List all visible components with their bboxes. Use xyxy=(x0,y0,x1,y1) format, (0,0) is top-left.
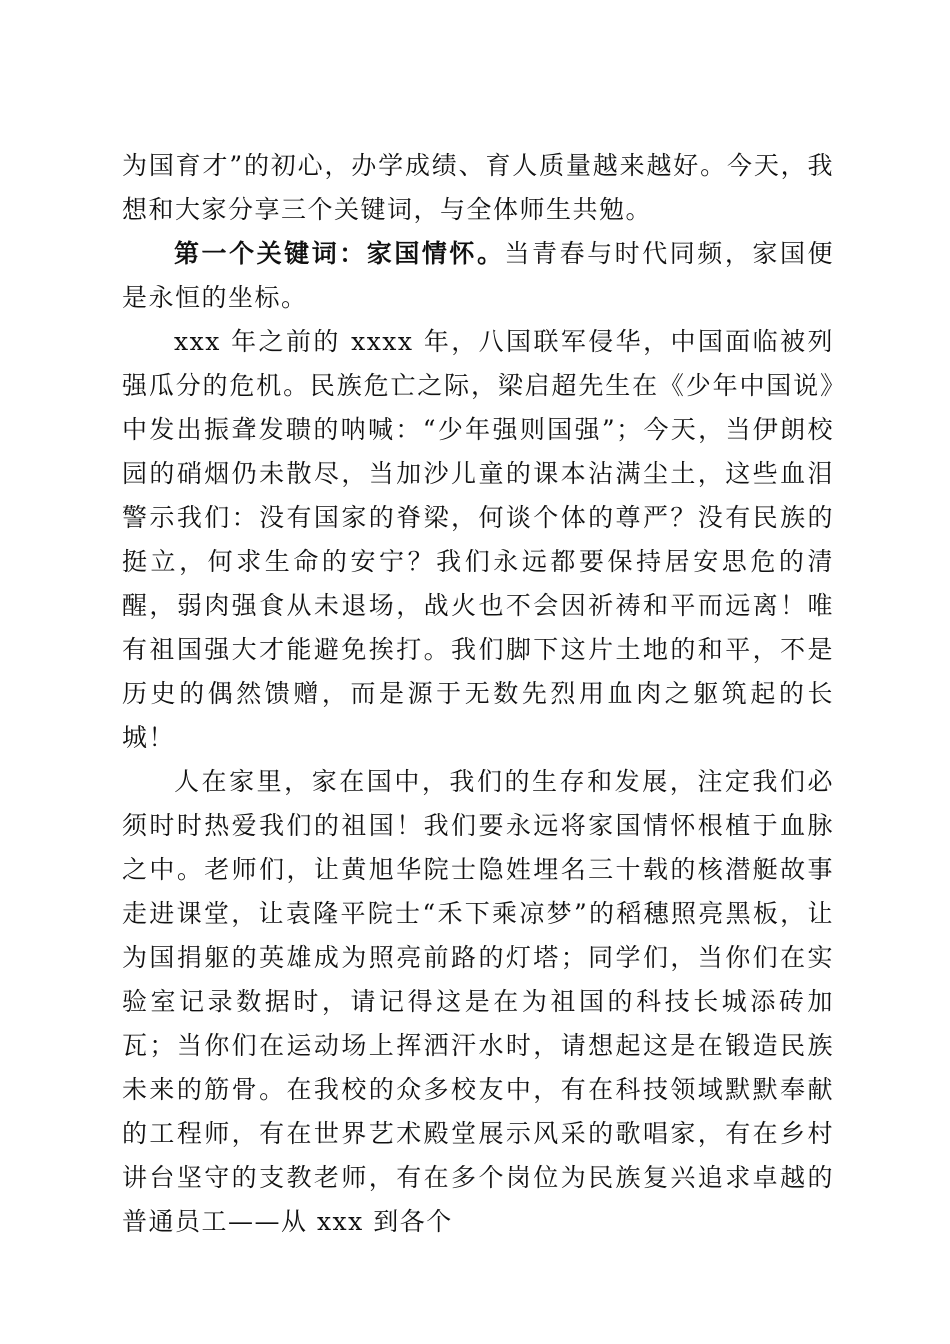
keyword-heading: 第一个关键词：家国情怀。 xyxy=(174,239,505,268)
keyword-description: 当青春与时代同频，家国便是永恒的坐标。 xyxy=(122,239,834,312)
paragraph-patriotism: 人在家里，家在国中，我们的生存和发展，注定我们必须时时热爱我们的祖国！我们要永远将家国情怀根植于血脉之中。老师们，让黄旭华院士隐姓埋名三十载的核潜艇故事走进课堂，让袁隆平院士“禾下乘凉梦”的稻穗照亮黑板，让为国捐躯的英雄成为照亮前路的灯塔；同学们，当你们在实验室记录数据时，请记得这是在为祖国的科技长城添砖加瓦；当你们在运动场上挥洒汗水时，请想起这是在锻造民族未来的筋骨。在我校的众多校友中，有在科技领域默默奉献的工程师，有在世界艺术殿堂展示风采的歌唱家，有在乡村讲台坚守的支教老师，有在多个岗位为民族复兴追求卓越的普通员工——从 xxx 到各个 xyxy=(122,767,834,1236)
paragraph-continuation: 为国育才”的初心，办学成绩、育人质量越来越好。今天，我想和大家分享三个关键词，与全体师生共勉。 xyxy=(122,151,834,224)
paragraph-keyword-one xyxy=(122,232,834,320)
paragraph-history: xxx 年之前的 xxxx 年，八国联军侵华，中国面临被列强瓜分的危机。民族危亡之际，梁启超先生在《少年中国说》中发出振聋发聩的呐喊：“少年强则国强”；今天，当伊朗校园的硝烟仍未散尽，当加沙儿童的课本沾满尘土，这些血泪警示我们：没有国家的脊梁，何谈个体的尊严？没有民族的挺立，何求生命的安宁？我们永远都要保持居安思危的清醒，弱肉强食从未退场，战火也不会因祈祷和平而远离！唯有祖国强大才能避免挨打。我们脚下这片土地的和平，不是历史的偶然馈赠，而是源于无数先烈用血肉之躯筑起的长城！ xyxy=(122,327,834,752)
document-body xyxy=(122,144,834,1244)
